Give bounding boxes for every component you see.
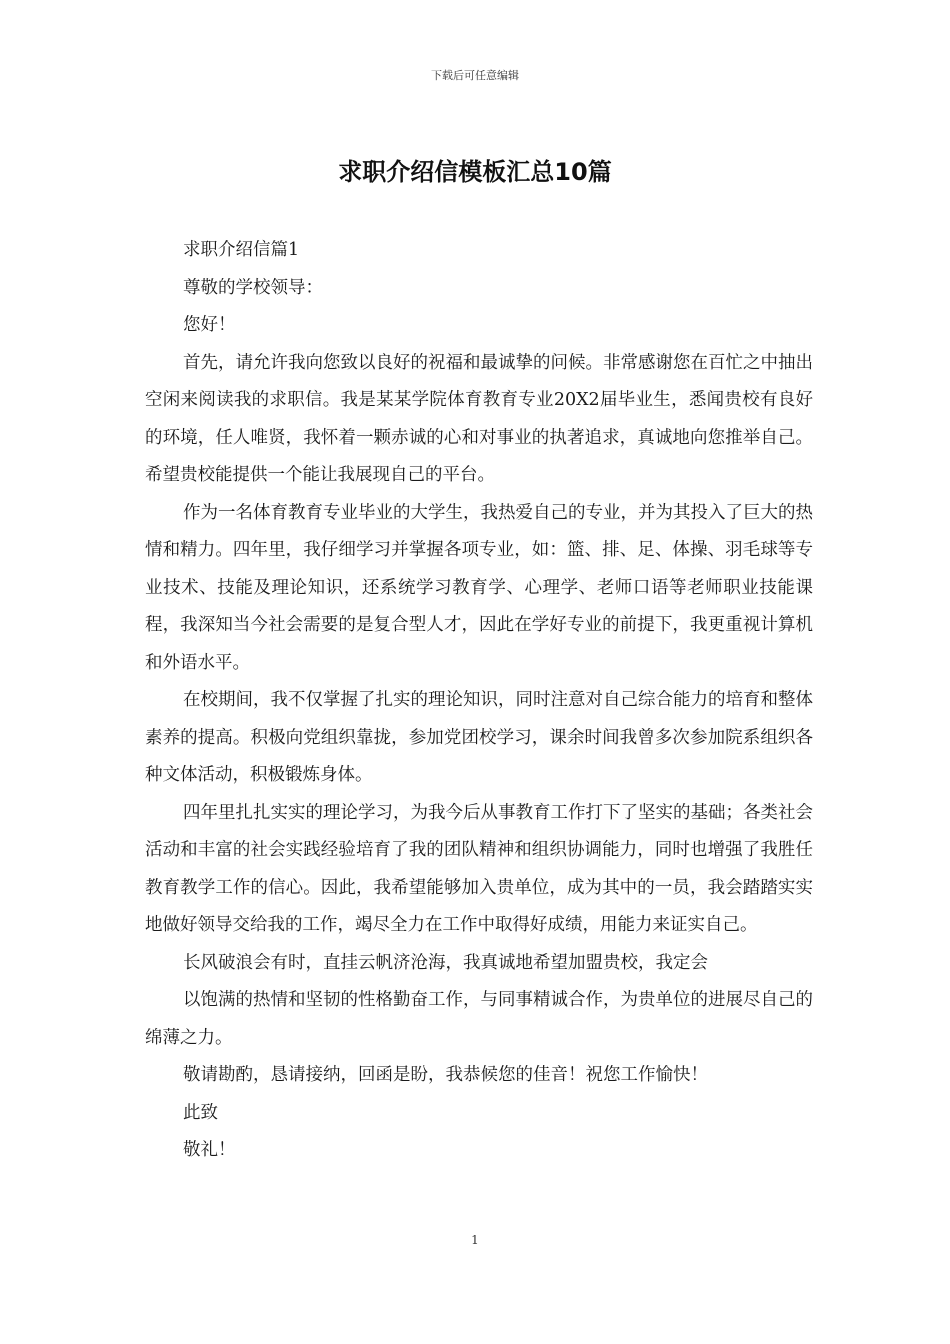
salutation: 尊敬的学校领导： bbox=[183, 277, 323, 298]
closing-regards: 敬礼！ bbox=[183, 1140, 236, 1160]
body-paragraph: 在校期间，我不仅掌握了扎实的理论知识，同时注意对自己综合能力的培育和整体素养的提高。积极向党组织靠拢，参加党团校学习，课余时间我曾多次参加院系组织各种文体活动，积极锻炼身体。 bbox=[145, 690, 813, 785]
section-heading: 求职介绍信篇1 bbox=[183, 240, 300, 260]
body-paragraph: 以饱满的热情和坚韧的性格勤奋工作，与同事精诚合作，为贵单位的进展尽自己的绵薄之力。 bbox=[145, 990, 813, 1048]
document-title: 求职介绍信模板汇总10篇 bbox=[338, 158, 612, 186]
document-body bbox=[145, 232, 813, 1170]
closing-phrase: 此致 bbox=[183, 1102, 218, 1123]
body-paragraph: 长风破浪会有时，直挂云帆济沧海，我真诚地希望加盟贵校，我定会 bbox=[183, 952, 708, 973]
body-paragraph: 首先，请允许我向您致以良好的祝福和最诚挚的问候。非常感谢您在百忙之中抽出空闲来阅读我的求职信。我是某某学院体育教育专业20X2届毕业生，悉闻贵校有良好的环境，任人唯贤，我怀着一颗赤诚的心和对事业的执著追求，真诚地向您推举自己。希望贵校能提供一个能让我展现自己的平台。 bbox=[145, 352, 813, 485]
page-number: 1 bbox=[471, 1233, 479, 1247]
body-paragraph: 作为一名体育教育专业毕业的大学生，我热爱自己的专业，并为其投入了巨大的热情和精力。四年里，我仔细学习并掌握各项专业，如：篮、排、足、体操、羽毛球等专业技术、技能及理论知识，还系统学习教育学、心理学、老师口语等老师职业技能课程，我深知当今社会需要的是复合型人才，因此在学好专业的前提下，我更重视计算机和外语水平。 bbox=[145, 502, 813, 673]
body-paragraph: 四年里扎扎实实的理论学习，为我今后从事教育工作打下了坚实的基础；各类社会活动和丰富的社会实践经验培育了我的团队精神和组织协调能力，同时也增强了我胜任教育教学工作的信心。因此，我希望能够加入贵单位，成为其中的一员，我会踏踏实实地做好领导交给我的工作，竭尽全力在工作中取得好成绩，用能力来证实自己。 bbox=[145, 802, 813, 935]
greeting: 您好！ bbox=[183, 315, 236, 335]
page-header-note: 下载后可任意编辑 bbox=[431, 69, 519, 82]
closing-line: 敬请勘酌，恳请接纳，回函是盼，我恭候您的佳音！祝您工作愉快！ bbox=[183, 1065, 708, 1085]
